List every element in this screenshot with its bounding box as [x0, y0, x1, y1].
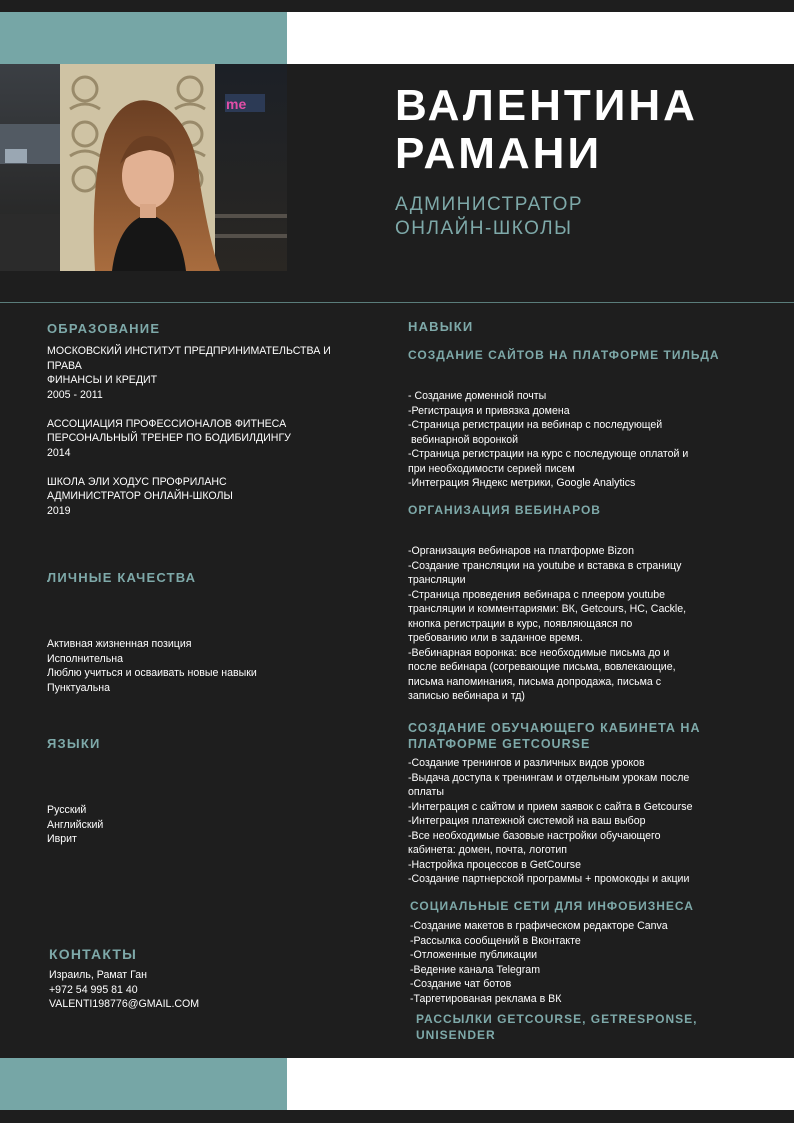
- job-title-line-2: ОНЛАЙН-ШКОЛЫ: [395, 218, 573, 239]
- education-entry: [47, 344, 357, 402]
- skill-item: -Вебинарная воронка: все необходимые письма до и: [408, 646, 670, 659]
- qualities-heading: ЛИЧНЫЕ КАЧЕСТВА: [47, 570, 197, 585]
- education-years: 2019: [47, 504, 71, 517]
- skill-social-heading: СОЦИАЛЬНЫЕ СЕТИ ДЛЯ ИНФОБИЗНЕСА: [410, 899, 694, 913]
- skill-tilda-list: [408, 389, 688, 491]
- skill-item: - Создание доменной почты: [408, 390, 547, 402]
- education-heading: ОБРАЗОВАНИЕ: [47, 321, 161, 336]
- skill-item: -Организация вебинаров на платформе Bizon: [408, 545, 634, 557]
- skill-item: -Ведение канала Telegram: [410, 963, 541, 976]
- bottom-teal-block: [0, 1058, 287, 1110]
- quality-item: Активная жизненная позиция: [47, 638, 192, 650]
- languages-list: [47, 803, 103, 847]
- skill-item: -Создание партнерской программы + промокоды и акции: [408, 873, 690, 885]
- skill-item: -Интеграция платежной системой на ваш выбор: [408, 815, 646, 827]
- skill-item: после вебинара (согревающие письма, вовлекающие,: [408, 661, 676, 673]
- education-years: 2005 - 2011: [47, 388, 103, 401]
- skill-item: -Таргетированая реклама в ВК: [410, 992, 562, 1005]
- job-title: [395, 193, 583, 241]
- quality-item: Пунктуальна: [47, 681, 110, 694]
- skill-getcourse-heading-line-1: СОЗДАНИЕ ОБУЧАЮЩЕГО КАБИНЕТА НА: [408, 721, 701, 735]
- skill-social-list: [410, 919, 668, 1006]
- top-dark-band: [0, 0, 794, 12]
- skill-item: трансляции: [408, 574, 466, 586]
- skill-item: требованию или в заданное время.: [408, 632, 583, 644]
- quality-item: Исполнительна: [47, 652, 123, 665]
- skill-webinars-list: [408, 544, 686, 704]
- skill-item: при необходимости серией писем: [408, 462, 575, 475]
- qualities-list: [47, 637, 257, 695]
- skill-tilda-heading: СОЗДАНИЕ САЙТОВ НА ПЛАТФОРМЕ ТИЛЬДА: [408, 348, 720, 362]
- contacts-list: [49, 968, 199, 1012]
- first-name: ВАЛЕНТИНА: [395, 81, 698, 130]
- job-title-line-1: АДМИНИСТРАТОР: [395, 194, 584, 215]
- skill-item: кабинета: домен, почта, логотип: [408, 844, 568, 856]
- profile-photo: [0, 64, 287, 271]
- skill-item: оплаты: [408, 786, 444, 798]
- languages-heading: ЯЗЫКИ: [47, 736, 101, 751]
- skill-mailing-heading-line-1: РАССЫЛКИ GETCOURSE, GETRESPONSE,: [416, 1012, 698, 1026]
- person-name: [395, 82, 698, 178]
- contact-phone[interactable]: +972 54 995 81 40: [49, 983, 138, 996]
- skill-item: -Интеграция с сайтом и прием заявок с сайта в Getcourse: [408, 800, 693, 813]
- education-entry: [47, 475, 357, 519]
- skill-mailing-heading: [416, 1011, 697, 1043]
- skill-item: записью вебинара и тд): [408, 690, 525, 702]
- education-institution: АССОЦИАЦИЯ ПРОФЕССИОНАЛОВ ФИТНЕСА: [47, 417, 287, 430]
- bottom-white-block: [287, 1058, 794, 1110]
- contact-location: Израиль, Рамат Ган: [49, 969, 147, 981]
- language-item: Английский: [47, 818, 104, 831]
- skill-item: -Регистрация и привязка домена: [408, 404, 570, 417]
- language-item: Русский: [47, 804, 87, 816]
- skill-item: -Отложенные публикации: [410, 949, 538, 961]
- skill-getcourse-heading: [408, 720, 700, 752]
- profile-photo-illustration: [0, 64, 287, 271]
- skill-item: -Страница регистрации на курс с последующе оплатой и: [408, 448, 689, 460]
- skill-item: -Все необходимые базовые настройки обучающего: [408, 829, 661, 842]
- skill-item: -Страница проведения вебинара с плеером youtube: [408, 588, 666, 601]
- last-name: РАМАНИ: [395, 129, 603, 178]
- skill-item: -Рассылка сообщений в Вконтакте: [410, 934, 581, 947]
- education-years: 2014: [47, 446, 71, 459]
- background-sign: me: [226, 96, 247, 112]
- skill-item: -Страница регистрации на вебинар с последующей: [408, 419, 663, 431]
- education-program: АДМИНИСТРАТОР ОНЛАЙН-ШКОЛЫ: [47, 490, 233, 502]
- skill-item: -Создание макетов в графическом редакторе Canva: [410, 920, 668, 932]
- skills-heading: НАВЫКИ: [408, 319, 474, 334]
- education-institution: ШКОЛА ЭЛИ ХОДУС ПРОФРИЛАНС: [47, 475, 227, 488]
- skill-getcourse-list: [408, 756, 692, 887]
- education-program: ПЕРСОНАЛЬНЫЙ ТРЕНЕР ПО БОДИБИЛДИНГУ: [47, 432, 291, 444]
- quality-item: Люблю учиться и осваивать новые навыки: [47, 667, 257, 679]
- skill-item: -Создание тренингов и различных видов уроков: [408, 757, 645, 769]
- skill-getcourse-heading-line-2: ПЛАТФОРМЕ GETCOURSE: [408, 737, 591, 751]
- top-teal-block: [0, 12, 287, 64]
- skill-item: вебинарной воронкой: [408, 433, 519, 446]
- top-white-block: [287, 12, 794, 64]
- contacts-heading: КОНТАКТЫ: [49, 946, 138, 962]
- skill-item: письма напоминания, письма допродажа, письма с: [408, 675, 662, 688]
- skill-item: -Создание трансляции на youtube и вставка в страницу: [408, 559, 682, 572]
- language-item: Иврит: [47, 833, 77, 845]
- skill-webinars-heading: ОРГАНИЗАЦИЯ ВЕБИНАРОВ: [408, 503, 601, 517]
- contact-email[interactable]: VALENTI198776@GMAIL.COM: [49, 998, 200, 1010]
- skill-mailing-heading-line-2: UNISENDER: [416, 1028, 496, 1042]
- skill-item: кнопка регистрации в курс, появляющаяся по: [408, 617, 633, 630]
- skill-item: -Настройка процессов в GetCourse: [408, 858, 581, 871]
- education-entry: [47, 417, 357, 461]
- education-institution: МОСКОВСКИЙ ИНСТИТУТ ПРЕДПРИНИМАТЕЛЬСТВА И ПРАВА: [47, 345, 331, 372]
- skill-item: -Создание чат ботов: [410, 978, 512, 990]
- education-program: ФИНАНСЫ И КРЕДИТ: [47, 374, 158, 386]
- header-divider: [0, 302, 794, 303]
- skill-item: -Интеграция Яндекс метрики, Google Analytics: [408, 477, 636, 489]
- skill-item: -Выдача доступа к тренингам и отдельным урокам после: [408, 771, 690, 784]
- skill-item: трансляции и комментариями: ВК, Getcours, HC, Cackle,: [408, 603, 687, 615]
- education-list: [47, 344, 357, 533]
